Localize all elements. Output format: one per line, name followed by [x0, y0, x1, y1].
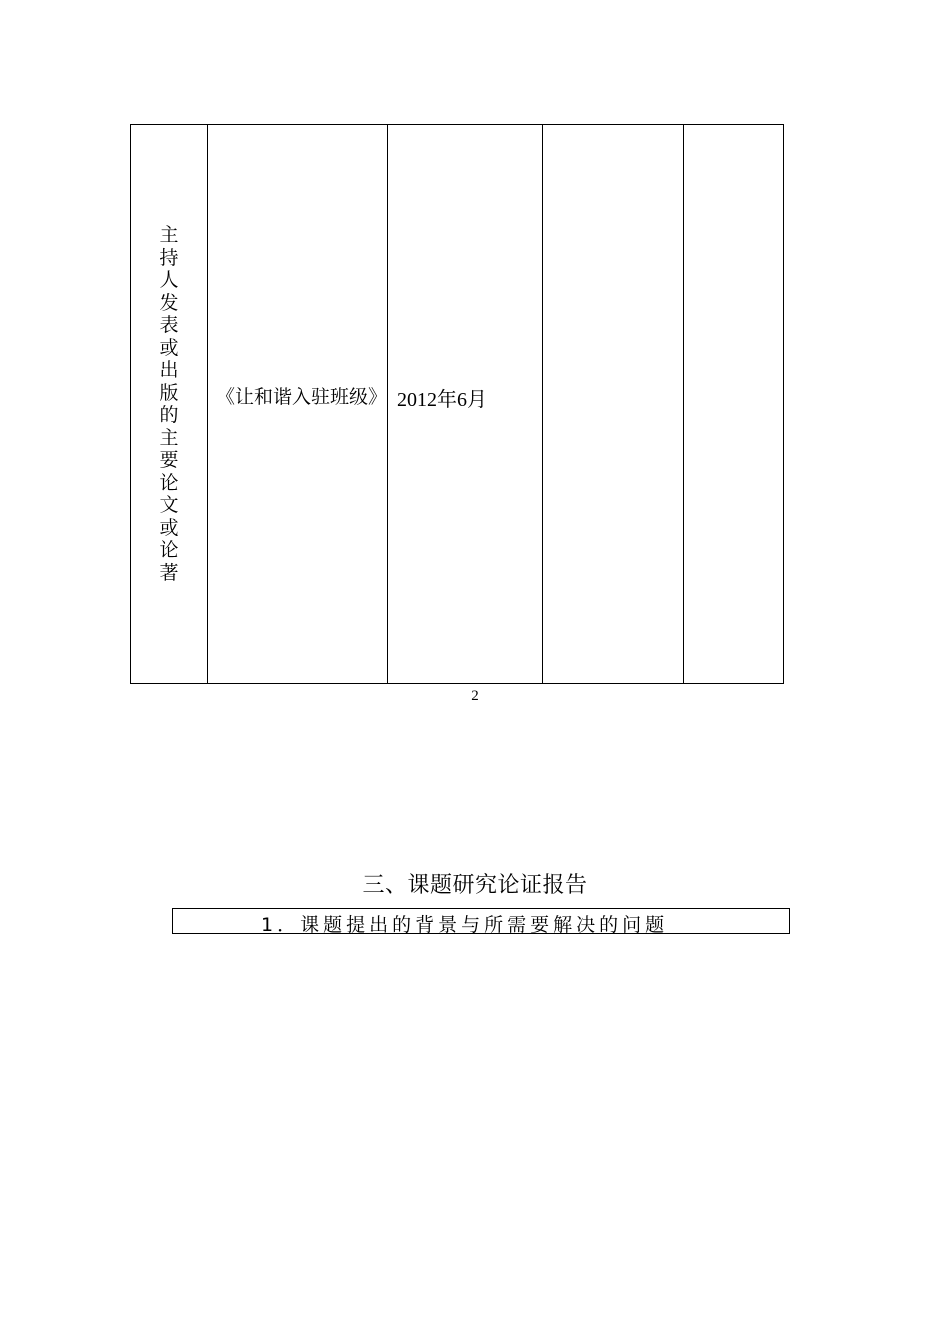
page-number: 2 — [471, 688, 479, 704]
empty-cell-5 — [684, 125, 784, 684]
publication-table — [130, 124, 784, 684]
row-label-char: 著 — [159, 561, 179, 584]
row-label-char: 人 — [159, 269, 179, 291]
row-label-char: 主 — [159, 426, 179, 449]
row-label-char: 要 — [159, 449, 179, 471]
row-label-char: 论 — [159, 471, 179, 494]
title-cell — [208, 125, 388, 684]
subheading-text: 1．课题提出的背景与所需要解决的问题 — [261, 914, 669, 936]
subheading-box — [172, 908, 790, 934]
row-label-char: 的 — [159, 404, 179, 426]
publication-title: 《让和谐入驻班级》 — [216, 385, 388, 408]
row-label-char: 发 — [159, 291, 179, 314]
section-heading: 三、课题研究论证报告 — [362, 873, 588, 898]
row-label-char: 文 — [159, 494, 179, 516]
row-label-char: 出 — [159, 359, 179, 381]
row-label-char: 或 — [159, 336, 179, 359]
date-cell — [388, 125, 543, 684]
table-row — [131, 125, 784, 684]
empty-cell-4 — [543, 125, 684, 684]
row-label-char: 主 — [159, 224, 179, 246]
row-label-char: 论 — [159, 539, 179, 561]
row-label-cell — [131, 125, 208, 684]
publication-date: 2012年6月 — [397, 388, 487, 411]
row-label-char: 持 — [159, 246, 179, 269]
row-label-char: 或 — [159, 516, 179, 539]
row-label-vertical — [131, 224, 207, 584]
row-label-char: 表 — [159, 314, 179, 336]
row-label-char: 版 — [159, 381, 179, 404]
